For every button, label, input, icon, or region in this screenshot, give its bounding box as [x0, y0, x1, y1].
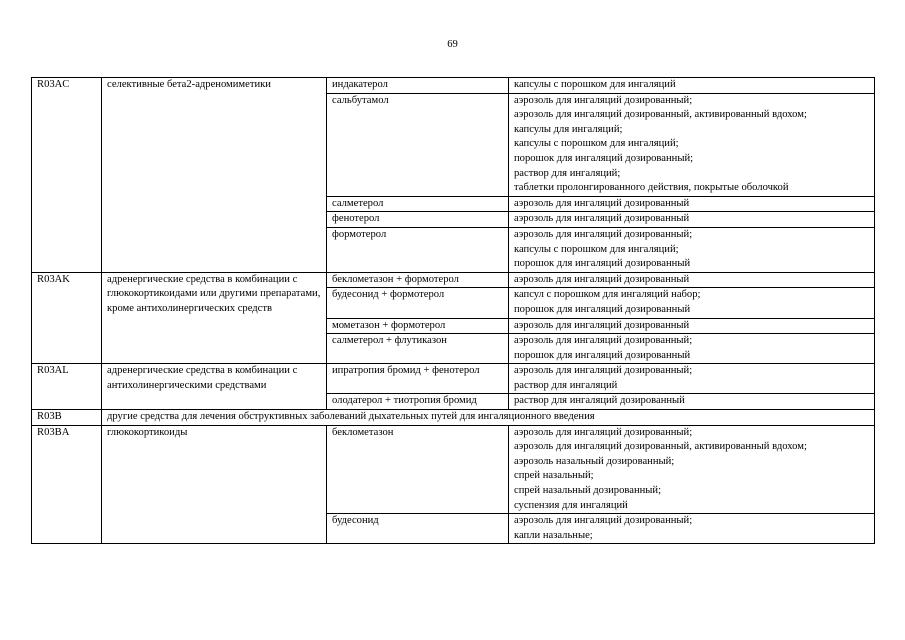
atc-code-cell: R03B — [32, 410, 102, 426]
drug-name-cell: индакатерол — [327, 78, 509, 94]
page-number: 69 — [447, 39, 458, 50]
atc-code-cell: R03AC — [32, 78, 102, 273]
atc-group-cell: другие средства для лечения обструктивных заболеваний дыхательных путей для ингаляционного введения — [102, 410, 875, 426]
dosage-form-cell: раствор для ингаляций дозированный — [509, 394, 875, 410]
atc-group-cell: адренергические средства в комбинации с антихолинергическими средствами — [102, 364, 327, 410]
atc-group-cell: селективные бета2-адреномиметики — [102, 78, 327, 273]
dosage-form-cell: аэрозоль для ингаляций дозированный — [509, 272, 875, 288]
dosage-form-cell: аэрозоль для ингаляций дозированный; аэрозоль для ингаляций дозированный, активированный вдохом; капсулы для ингаляций; капсулы с порошком для ингаляций; порошок для ингаляций дозированный; раствор для ингаляций; таблетки пролонгированного действия, покрытые оболочкой — [509, 93, 875, 196]
dosage-form-cell: аэрозоль для ингаляций дозированный — [509, 212, 875, 228]
drug-name-cell: беклометазон — [327, 425, 509, 514]
drug-name-cell: беклометазон + формотерол — [327, 272, 509, 288]
drug-name-cell: будесонид — [327, 514, 509, 544]
dosage-form-cell: капсул с порошком для ингаляций набор; порошок для ингаляций дозированный — [509, 288, 875, 318]
drug-name-cell: фенотерол — [327, 212, 509, 228]
table-row — [32, 410, 875, 426]
dosage-form-cell: аэрозоль для ингаляций дозированный; аэрозоль для ингаляций дозированный, активированный вдохом; аэрозоль назальный дозированный; спрей назальный; спрей назальный дозированный; суспензия для ингаляций — [509, 425, 875, 514]
table-row — [32, 272, 875, 288]
atc-code-cell: R03BA — [32, 425, 102, 544]
dosage-form-cell: аэрозоль для ингаляций дозированный — [509, 318, 875, 334]
drug-name-cell: сальбутамол — [327, 93, 509, 196]
atc-group-cell: глюкокортикоиды — [102, 425, 327, 544]
drug-name-cell: ипратропия бромид + фенотерол — [327, 364, 509, 394]
drug-name-cell: салметерол + флутиказон — [327, 334, 509, 364]
dosage-form-cell: капсулы с порошком для ингаляций — [509, 78, 875, 94]
drug-name-cell: олодатерол + тиотропия бромид — [327, 394, 509, 410]
dosage-form-cell: аэрозоль для ингаляций дозированный; капли назальные; — [509, 514, 875, 544]
drug-name-cell: салметерол — [327, 196, 509, 212]
drug-table — [31, 77, 875, 544]
dosage-form-cell: аэрозоль для ингаляций дозированный; капсулы с порошком для ингаляций; порошок для ингаляций дозированный — [509, 227, 875, 272]
atc-code-cell: R03AK — [32, 272, 102, 364]
table-row — [32, 425, 875, 514]
dosage-form-cell: аэрозоль для ингаляций дозированный; раствор для ингаляций — [509, 364, 875, 394]
dosage-form-cell: аэрозоль для ингаляций дозированный; порошок для ингаляций дозированный — [509, 334, 875, 364]
atc-group-cell: адренергические средства в комбинации с глюкокортикоидами или другими препаратами, кроме антихолинергических средств — [102, 272, 327, 364]
table-row — [32, 78, 875, 94]
drug-name-cell: мометазон + формотерол — [327, 318, 509, 334]
table-row — [32, 364, 875, 394]
dosage-form-cell: аэрозоль для ингаляций дозированный — [509, 196, 875, 212]
atc-code-cell: R03AL — [32, 364, 102, 410]
drug-name-cell: будесонид + формотерол — [327, 288, 509, 318]
drug-name-cell: формотерол — [327, 227, 509, 272]
